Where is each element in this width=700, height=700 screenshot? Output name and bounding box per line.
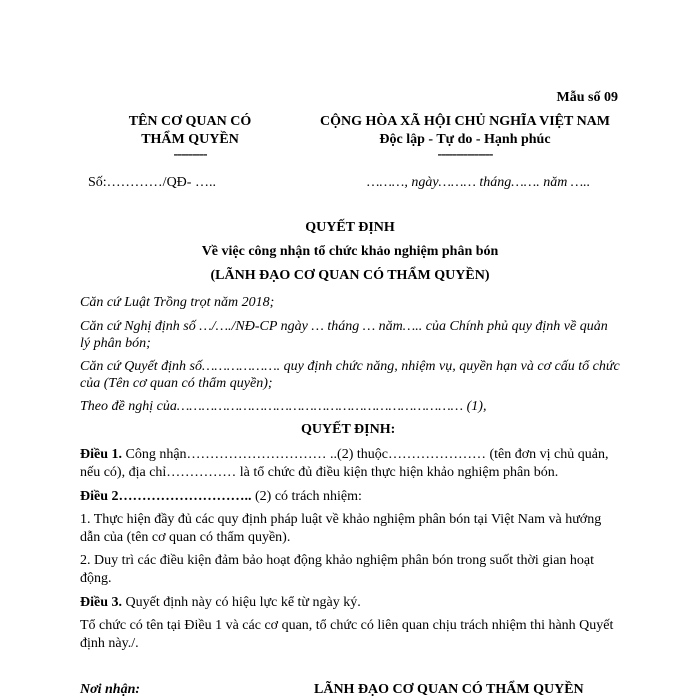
nation-motto: Độc lập - Tự do - Hạnh phúc xyxy=(379,132,551,147)
decision-authority: (LÃNH ĐẠO CƠ QUAN CÓ THẨM QUYỀN) xyxy=(210,268,490,283)
article-2-text: (2) có trách nhiệm: xyxy=(251,489,362,504)
article-2-item-2: 2. Duy trì các điều kiện đảm bảo hoạt động khảo nghiệm phân bón trong suốt thời gian hoạt động. xyxy=(80,553,595,586)
nation-underline: --------------- xyxy=(437,147,493,162)
basis-decree: Căn cứ Nghị định số …/…./NĐ-CP ngày … tháng … năm….. của Chính phủ quy định về quản lý phân bón; xyxy=(80,319,608,351)
recipients-label: Nơi nhận: xyxy=(80,682,141,697)
article-1 xyxy=(80,446,615,482)
basis-proposal: Theo đề nghị của…………………………………………………………… (1), xyxy=(80,399,487,414)
reference-number: Số:…………/QĐ- ….. xyxy=(88,175,216,190)
form-number: Mẫu số 09 xyxy=(556,90,618,105)
article-2-label: Điều 2……………………….. xyxy=(80,489,252,504)
agency-name-line2: THẨM QUYỀN xyxy=(141,132,239,147)
article-3-label: Điều 3. xyxy=(80,595,122,610)
decides-heading: QUYẾT ĐỊNH: xyxy=(301,422,396,437)
article-2-item-1: 1. Thực hiện đầy đủ các quy định pháp luật về khảo nghiệm phân bón tại Việt Nam và hướng dẫn của (tên cơ quan có thẩm quyền). xyxy=(80,512,602,545)
nation-name: CỘNG HÒA XÃ HỘI CHỦ NGHĨA VIỆT NAM xyxy=(319,114,610,129)
article-1-label: Điều 1. xyxy=(80,447,122,462)
article-3 xyxy=(80,594,615,612)
agency-name-line1: TÊN CƠ QUAN CÓ xyxy=(128,114,252,129)
execution-clause: Tổ chức có tên tại Điều 1 và các cơ quan, tổ chức có liên quan chịu trách nhiệm thi hành Quyết định này./. xyxy=(80,618,614,651)
agency-underline: --------- xyxy=(173,147,207,162)
agency-header xyxy=(95,113,285,161)
issue-date: ………, ngày……… tháng……. năm ….. xyxy=(367,175,591,190)
article-3-text: Quyết định này có hiệu lực kể từ ngày ký. xyxy=(122,595,361,610)
decision-subject: Về việc công nhận tổ chức khảo nghiệm phân bón xyxy=(201,244,499,259)
nation-header xyxy=(280,113,650,161)
signer-title: LÃNH ĐẠO CƠ QUAN CÓ THẨM QUYỀN xyxy=(314,682,584,697)
article-2 xyxy=(80,488,615,506)
decision-title: QUYẾT ĐỊNH xyxy=(305,220,395,235)
basis-law: Căn cứ Luật Trồng trọt năm 2018; xyxy=(80,295,275,310)
basis-decision: Căn cứ Quyết định số………………. quy định chức năng, nhiệm vụ, quyền hạn và cơ cấu tổ chức của (Tên cơ quan có thẩm quyền); xyxy=(80,359,620,391)
article-1-text: Công nhận………………………… ..(2) thuộc………………… (tên đơn vị chủ quản, nếu có), địa chỉ…………… là tổ chức đủ điều kiện thực hiện khảo nghiệm phân bón. xyxy=(80,447,609,480)
